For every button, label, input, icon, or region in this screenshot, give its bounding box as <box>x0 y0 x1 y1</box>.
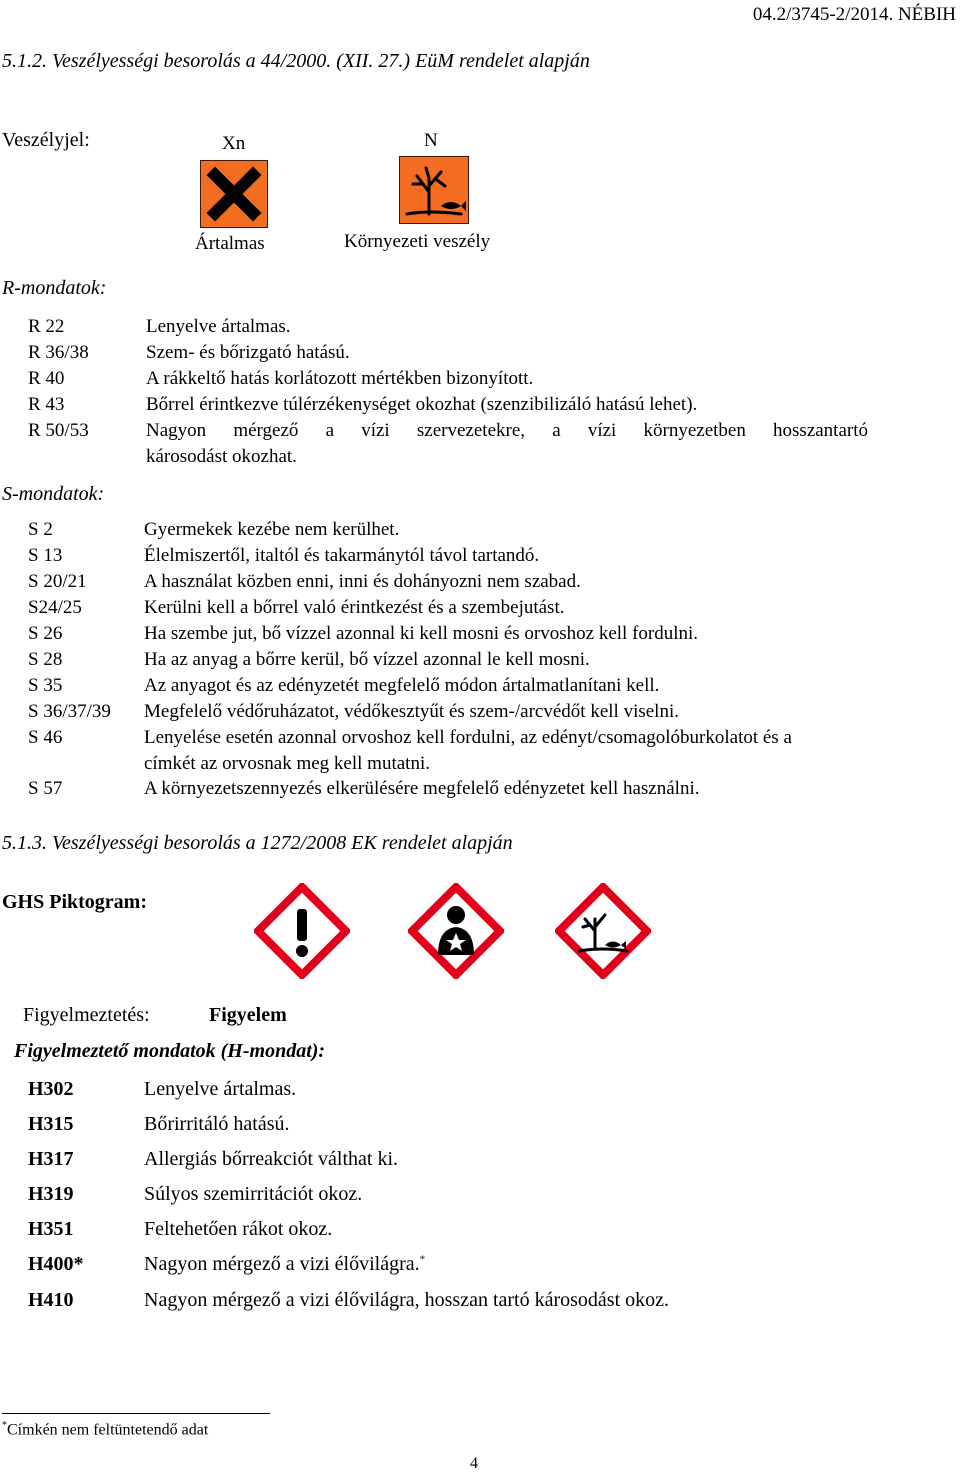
r-phrase-text: Lenyelve ártalmas. <box>146 316 291 337</box>
h-phrase-code: H302 <box>28 1078 74 1100</box>
r-phrase-code: R 50/53 <box>28 420 89 441</box>
s-phrase-text: Gyermekek kezébe nem kerülhet. <box>144 519 400 540</box>
page-number: 4 <box>470 1455 478 1472</box>
health-hazard-icon <box>408 883 504 979</box>
s-phrase-code: S 36/37/39 <box>28 701 111 722</box>
h-phrase-text: Lenyelve ártalmas. <box>144 1078 297 1100</box>
r-phrase-text: A rákkeltő hatás korlátozott mértékben bizonyított. <box>146 368 534 389</box>
r-phrase-text: Szem- és bőrizgató hatású. <box>146 342 350 363</box>
s-phrase-code: S 28 <box>28 649 63 670</box>
h-phrases-label: Figyelmeztető mondatok (H-mondat): <box>14 1040 326 1062</box>
s-phrase-text: címkét az orvosnak meg kell mutatni. <box>144 753 430 774</box>
footnote-mark: * <box>2 1420 7 1431</box>
s-phrase-code: S24/25 <box>28 597 82 618</box>
h-phrase-code: H317 <box>28 1148 74 1170</box>
h-phrase-text-with-footnote <box>144 1253 425 1276</box>
r-phrases-label: R-mondatok: <box>2 277 107 299</box>
r-phrase-code: R 40 <box>28 368 65 389</box>
symbol-caption-kornyezeti-veszely: Környezeti veszély <box>344 231 491 252</box>
s-phrase-code: S 20/21 <box>28 571 87 592</box>
footnote-marker: * <box>419 1253 426 1266</box>
h-phrase-text: Feltehetően rákot okoz. <box>144 1218 333 1240</box>
s-phrases-label: S-mondatok: <box>2 483 105 505</box>
s-phrase-text: Ha szembe jut, bő vízzel azonnal ki kell mosni és orvoshoz kell fordulni. <box>144 623 699 644</box>
h-phrase-code: H400* <box>28 1253 84 1275</box>
symbol-code-n: N <box>424 130 438 151</box>
s-phrase-text: Lenyelése esetén azonnal orvoshoz kell fordulni, az edényt/csomagolóburkolatot és a <box>144 727 792 748</box>
exclamation-mark-icon <box>254 883 350 979</box>
ghs-pictogram-label: GHS Piktogram: <box>2 891 147 913</box>
veszelyjel-label: Veszélyjel: <box>2 129 90 151</box>
r-phrase-code: R 36/38 <box>28 342 89 363</box>
h-phrase-code: H315 <box>28 1113 74 1135</box>
h-phrase-text: Nagyon mérgező a vizi élővilágra. <box>144 1253 420 1275</box>
r-phrase-code: R 22 <box>28 316 65 337</box>
footnote-divider <box>2 1413 270 1414</box>
s-phrase-text: Élelmiszertől, italtól és takarmánytól távol tartandó. <box>144 545 540 566</box>
s-phrase-code: S 35 <box>28 675 63 696</box>
r-phrase-text: károsodást okozhat. <box>146 446 297 467</box>
s-phrase-text: Kerülni kell a bőrrel való érintkezést és a szembejutást. <box>144 597 565 618</box>
section-title-5-1-3: 5.1.3. Veszélyességi besorolás a 1272/2008 EK rendelet alapján <box>2 832 513 854</box>
s-phrase-text: Megfelelő védőruházatot, védőkesztyűt és szem-/arcvédőt kell viselni. <box>144 701 679 722</box>
document-reference: 04.2/3745-2/2014. NÉBIH <box>752 4 956 25</box>
h-phrase-text: Nagyon mérgező a vizi élővilágra, hosszan tartó károsodást okoz. <box>144 1289 670 1311</box>
h-phrase-text: Bőrirritáló hatású. <box>144 1113 290 1135</box>
s-phrase-code: S 13 <box>28 545 63 566</box>
r-phrase-text: Bőrrel érintkezve túlérzékenységet okozhat (szenzibilizáló hatású lehet). <box>146 394 698 415</box>
section-title-5-1-2: 5.1.2. Veszélyességi besorolás a 44/2000. (XII. 27.) EüM rendelet alapján <box>2 50 590 72</box>
h-phrase-code: H319 <box>28 1183 74 1205</box>
h-phrase-code: H410 <box>28 1289 74 1311</box>
h-phrase-code: H351 <box>28 1218 74 1240</box>
dead-tree-fish-icon <box>399 156 469 224</box>
s-phrase-text: A használat közben enni, inni és dohányozni nem szabad. <box>144 571 581 592</box>
r-phrase-text: Nagyon mérgező a vízi szervezetekre, a vízi környezetben hosszantartó <box>146 420 868 441</box>
s-phrase-code: S 46 <box>28 727 63 748</box>
footnote <box>2 1420 208 1439</box>
h-phrase-text: Allergiás bőrreakciót válthat ki. <box>144 1148 398 1170</box>
environment-icon <box>555 883 651 979</box>
symbol-caption-artalmas: Ártalmas <box>195 233 265 254</box>
s-phrase-text: Ha az anyag a bőrre kerül, bő vízzel azonnal le kell mosni. <box>144 649 590 670</box>
s-phrase-text: Az anyagot és az edényzetét megfelelő módon ártalmatlanítani kell. <box>144 675 660 696</box>
r-phrase-code: R 43 <box>28 394 65 415</box>
symbol-code-xn: Xn <box>222 133 246 154</box>
footnote-text: Címkén nem feltüntetendő adat <box>7 1421 209 1439</box>
warning-label: Figyelmeztetés: <box>23 1004 150 1026</box>
signal-word: Figyelem <box>209 1004 287 1026</box>
h-phrase-text: Súlyos szemirritációt okoz. <box>144 1183 363 1205</box>
s-phrase-text: A környezetszennyezés elkerülésére megfelelő edényzetet kell használni. <box>144 778 700 799</box>
s-phrase-code: S 57 <box>28 778 63 799</box>
s-phrase-code: S 26 <box>28 623 63 644</box>
harmful-x-icon <box>200 160 268 228</box>
s-phrase-code: S 2 <box>28 519 53 540</box>
